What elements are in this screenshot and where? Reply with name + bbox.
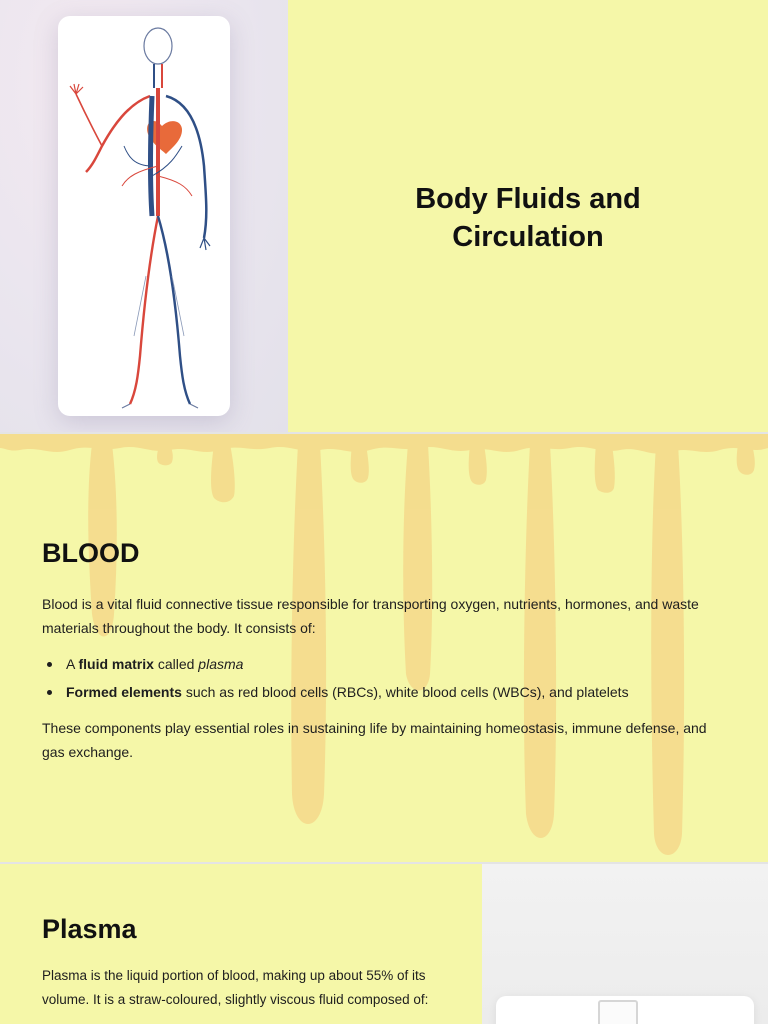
slide-title [288,180,768,256]
blood-heading: BLOOD [42,538,140,568]
circulatory-system-icon [58,16,230,416]
title-slide [0,0,768,432]
list-item [42,678,732,706]
blood-slide [0,434,768,862]
bullet-bold: fluid matrix [78,656,154,672]
plasma-image-panel [482,864,768,1024]
plasma-heading: Plasma [42,914,137,944]
plasma-slide [0,864,768,1024]
bullet-bold: Formed elements [66,684,182,700]
list-item [42,650,732,678]
blood-intro: Blood is a vital fluid connective tissue responsible for transporting oxygen, nutrients, hormones, and waste materials throughout the body. It consists of: [42,596,699,636]
bullet-text: such as red blood cells (RBCs), white blood cells (WBCs), and platelets [181,684,629,700]
blood-content [42,536,732,764]
plasma-content [42,912,452,1012]
title-line-2: Circulation [452,221,604,253]
plasma-body: Plasma is the liquid portion of blood, making up about 55% of its volume. It is a straw-coloured, slightly viscous fluid composed of: [42,968,429,1007]
bullet-italic: plasma [198,656,244,672]
bullet-text: called [153,656,199,672]
image-panel [0,0,288,432]
blood-bullet-list [42,650,732,706]
test-tube-icon [598,1000,638,1024]
title-line-1: Body Fluids and [415,183,641,215]
blood-closing: These components play essential roles in sustaining life by maintaining homeostasis, immune defense, and gas exchange. [42,720,707,760]
bullet-text: A [66,656,79,672]
circulatory-system-figure [58,16,230,416]
title-box [288,180,768,256]
